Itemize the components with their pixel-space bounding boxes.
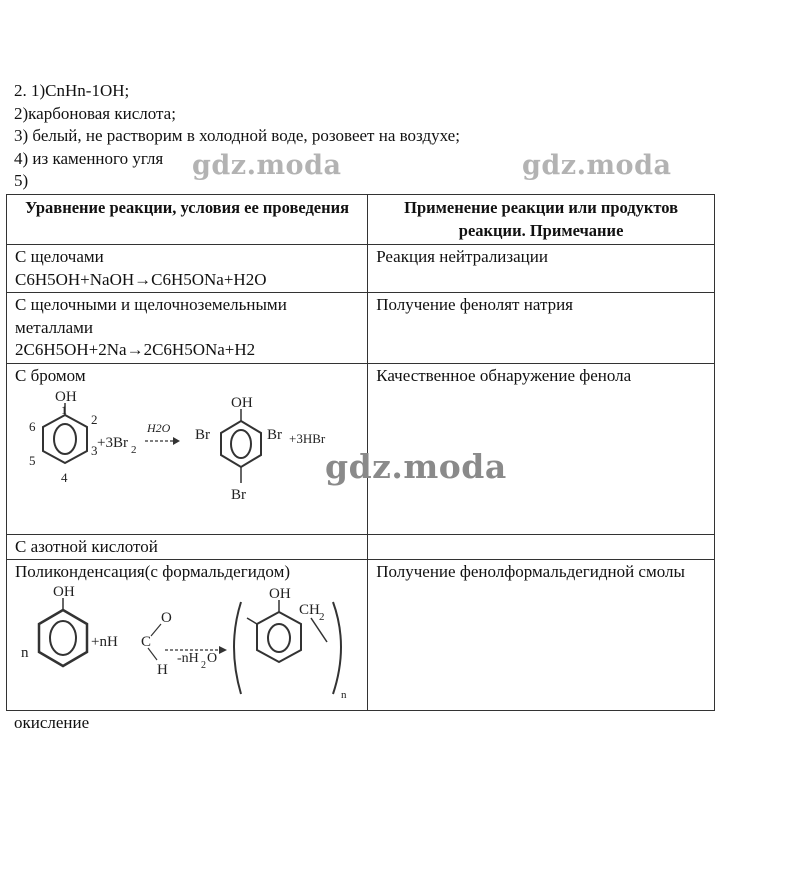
ring-number-1: 1	[61, 403, 67, 417]
aromatic-circle-left	[54, 424, 76, 454]
oh-label-right: OH	[231, 395, 253, 411]
row-title: С щелочными и щелочноземельными металлами	[15, 295, 287, 337]
row-bromine-right: Качественное обнаружение фенола	[368, 363, 715, 534]
intro-line-3: 3) белый, не растворим в холодной воде, розовеет на воздухе;	[14, 126, 460, 145]
benzene-ring-left	[43, 415, 87, 463]
table-row	[7, 560, 715, 711]
row-polycondensation-left	[7, 560, 368, 711]
n-coefficient: n	[21, 644, 29, 661]
benzene-ring-right	[221, 421, 261, 467]
row-alkali-left	[7, 245, 368, 293]
row-title: Поликонденсация(с формальдегидом)	[15, 562, 291, 581]
intro-line-2: 2)карбоновая кислота;	[14, 103, 176, 123]
carbon-label: C	[141, 633, 152, 650]
intro-line-4: 4) из каменного угля	[14, 148, 164, 168]
polycondensation-scheme	[15, 584, 355, 702]
intro-line-5: 5)	[14, 171, 29, 190]
aromatic-circle-right	[231, 430, 251, 458]
row-nitric-right	[368, 534, 715, 560]
minus-water-sub: 2	[201, 659, 206, 671]
intro-line-1: 2. 1)CnHn-1OH;	[14, 81, 130, 100]
polymer-bracket-left	[234, 602, 241, 694]
table-row	[7, 293, 715, 364]
watermark: gdz.moda	[522, 150, 672, 181]
row-nitric-left: С азотной кислотой	[7, 534, 368, 560]
phenol-aromatic-circle	[50, 621, 76, 655]
condition-label: H2O	[147, 421, 171, 435]
polymer-bracket-right	[333, 602, 341, 694]
watermark: gdz.moda	[325, 447, 507, 486]
ring-number-5: 5	[29, 453, 36, 468]
ch2-label: CH	[299, 601, 320, 618]
ch2-sub: 2	[319, 610, 325, 623]
bromination-scheme	[15, 387, 355, 507]
reagent-label: +3Br	[97, 435, 128, 451]
row-bromine-left	[7, 363, 368, 534]
row-alkali-right: Реакция нейтрализации	[368, 245, 715, 293]
polymer-n: n	[341, 688, 347, 701]
row-metals-right: Получение фенолят натрия	[368, 293, 715, 364]
ring-number-6: 6	[29, 419, 36, 434]
polymer-oh: OH	[269, 585, 291, 602]
row-equation: 2C6H5OH+2Na→2C6H5ONa+H2	[15, 340, 256, 359]
br-right: Br	[267, 427, 282, 443]
trailing-text: окисление	[14, 713, 90, 732]
table-row	[7, 534, 715, 560]
ring-number-2: 2	[91, 412, 98, 427]
row-title: С щелочами	[15, 247, 104, 266]
br-left: Br	[195, 427, 210, 443]
row-title: С бромом	[15, 365, 86, 385]
row-equation: C6H5OH+NaOH→C6H5ONa+H2O	[15, 269, 267, 289]
row-polycondensation-right: Получение фенолформальдегидной смолы	[368, 560, 715, 711]
minus-water: -nH	[177, 650, 199, 666]
reagent-sub: 2	[131, 444, 137, 456]
table-header-row	[7, 195, 715, 245]
polymer-ring	[257, 612, 301, 662]
ring-number-3: 3	[91, 443, 98, 458]
phenol-ring	[39, 610, 87, 666]
row-metals-left	[7, 293, 368, 364]
header-equation: Уравнение реакции, условия ее проведения	[7, 195, 368, 245]
phenol-oh: OH	[53, 583, 75, 600]
oxygen-label: O	[161, 609, 172, 626]
byproduct-label: +3HBr	[289, 431, 326, 446]
table-row	[7, 245, 715, 293]
minus-water-o: O	[207, 650, 218, 666]
br-bottom: Br	[231, 487, 246, 503]
oh-label-left: OH	[55, 389, 77, 405]
hydrogen-label: H	[157, 661, 168, 678]
polymer-aromatic-circle	[268, 624, 290, 652]
watermark: gdz.moda	[192, 150, 342, 181]
ring-number-4: 4	[61, 470, 68, 485]
plus-nh: +nH	[91, 633, 118, 650]
header-application: Применение реакции или продуктов реакции. Примечание	[368, 195, 715, 245]
